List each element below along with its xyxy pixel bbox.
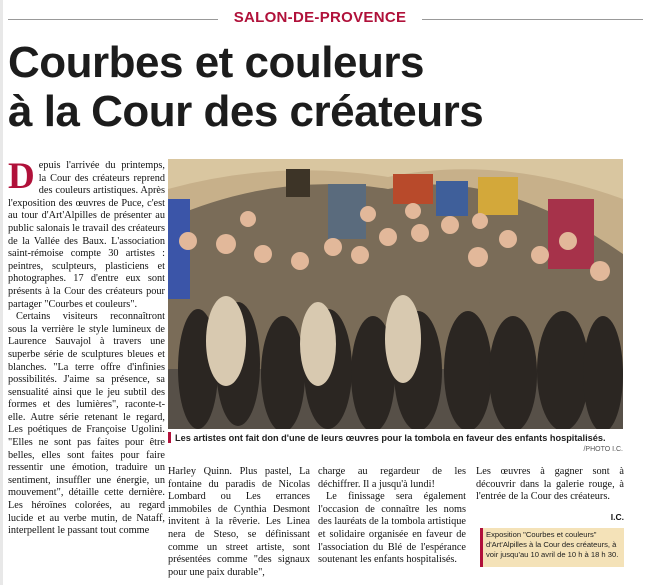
- article-column-4: [476, 466, 624, 504]
- group-photo-illustration: [168, 159, 623, 429]
- info-box-line-3: voir jusqu'au 10 avril de 10 h à 18 h 30.: [486, 550, 619, 559]
- caption-marker: [168, 432, 171, 443]
- drop-cap: D: [8, 156, 35, 197]
- article-photo: [168, 159, 623, 429]
- article-column-1: [8, 156, 165, 538]
- section-rule-right: [422, 19, 643, 20]
- article-headline: [8, 38, 638, 136]
- section-rule-left: [8, 19, 218, 20]
- author-signature: I.C.: [610, 512, 624, 522]
- photo-credit: /PHOTO I.C.: [583, 446, 623, 453]
- article-column-4-text: Les œuvres à gagner sont à découvrir dans la galerie rouge, à l'entrée de la Cour des créateurs.: [476, 466, 624, 503]
- exhibition-info-box: [480, 528, 624, 567]
- article-column-2-text: Harley Quinn. Plus pastel, La fontaine du paradis de Nicolas Lombard ou Les errances immobiles de Cynthia Desmont invitent à la rêverie. Les Linea nera de Steso, se définissant comme un street artiste, sont présentées comme "des signaux pour une paix durable",: [168, 466, 310, 578]
- headline-line-1: Courbes et couleurs: [8, 38, 424, 87]
- photo-caption: [168, 432, 623, 444]
- article-column-3: [318, 466, 466, 567]
- photo-caption-text: Les artistes ont fait don d'une de leurs œuvres pour la tombola en faveur des enfants hospitalisés.: [175, 433, 606, 443]
- article-column-3-text-a: charge au regardeur de les déchiffrer. Il a jusqu'à lundi!: [318, 466, 466, 490]
- headline-line-2: à la Cour des créateurs: [8, 87, 484, 136]
- info-box-marker: [480, 528, 483, 567]
- article-column-2: [168, 466, 310, 579]
- article-paragraph-1: epuis l'arrivée du printemps, la Cour des créateurs reprend des couleurs artistiques. Après l'exposition des œuvres de Puce, c'est au tour d'Art'Alpilles de présenter au public salonais le travail des créateurs de la Vallée des Baux. L'association saint-rémoise compte 30 artistes : peintres, sculpteurs, plasticiens et photographes. 17 d'entre eux sont présents à la Cour des créateurs pour partager "Courbes et couleurs".: [8, 160, 165, 310]
- page-edge: [0, 0, 3, 585]
- section-label: SALON-DE-PROVENCE: [233, 9, 407, 26]
- section-header: [8, 9, 643, 29]
- info-box-line-2: d'Art'Alpilles à la Cour des créateurs, à: [486, 540, 617, 549]
- article-column-3-text-b: Le finissage sera également l'occasion de connaître les noms des lauréats de la tombola artistique et solidaire organisée en faveur de l'association du Blé de l'espérance soutenant les enfants hospitalisés.: [318, 491, 466, 566]
- article-paragraph-2: Certains visiteurs reconnaîtront sous la verrière le style lumineux de Laurence Sauvajol à travers une superbe série de sculptures bleues et blanches. "La terre offre d'infinies possibilités. J'aime sa présence, sa sensualité ainsi que le jeu subtil des formes et des lumières", raconte-t-elle. Autre série retenant le regard, Les poétiques de Françoise Ugolini. "Elles ne sont pas faites pour être belles, elles sont faites pour faire ressentir une émotion, traduire un sentiment, insuffler une énergie, un mouvement", détaille cette dernière. Les héroïnes colorées, au regard lucide et au verbe mutin, de Nataff, interpellent le passant tout comme: [8, 311, 165, 537]
- info-box-line-1: Exposition "Courbes et couleurs": [486, 530, 597, 539]
